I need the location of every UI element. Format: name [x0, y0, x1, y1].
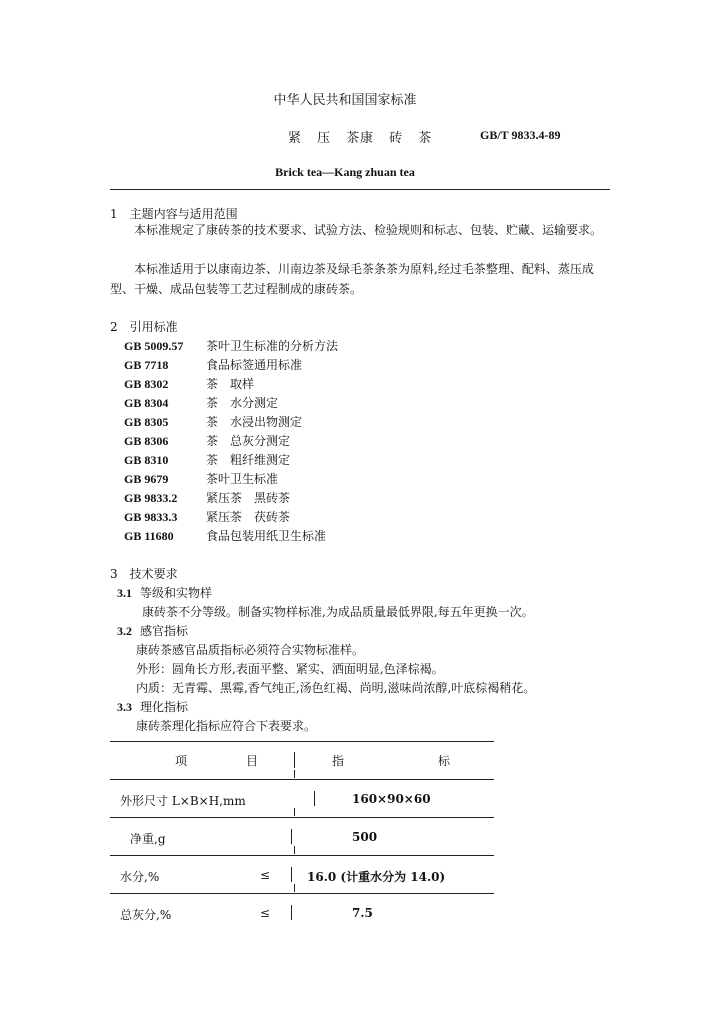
section-3-1-text: 康砖茶不分等级。制备实物样标准,为成品质量最低界限,每五年更换一次。 [142, 605, 534, 619]
reference-code: GB 9679 [124, 472, 169, 486]
table-cell-item: 净重,g [130, 832, 166, 846]
table-row-rule-tick [294, 884, 295, 892]
table-cell-divider [291, 867, 292, 882]
reference-code: GB 7718 [124, 358, 169, 372]
table-cell-value: 16.0 (计重水分为 14.0) [307, 870, 446, 884]
reference-item [124, 470, 278, 487]
table-header-divider [294, 752, 295, 768]
standard-title-category: 紧 压 茶 [288, 131, 366, 146]
section-2-heading: 2 引用标准 [110, 320, 178, 334]
table-cell-operator: ≤ [260, 906, 271, 920]
table-row-rule-tick [294, 846, 295, 854]
reference-item [124, 451, 290, 468]
section-3-1-number: 3.1 [117, 586, 132, 600]
reference-item [124, 527, 326, 544]
reference-item [124, 356, 302, 373]
table-row-rule [110, 817, 494, 818]
section-3-2-text-2: 外形：圆角长方形,表面平整、紧实、洒面明显,色泽棕褐。 [136, 662, 444, 676]
reference-code: GB 9833.2 [124, 491, 178, 505]
section-3-2-text-3: 内质：无青霉、黑霉,香气纯正,汤色红褐、尚明,滋味尚浓醇,叶底棕褐稍花。 [136, 681, 536, 695]
table-cell-divider [314, 791, 315, 806]
reference-code: GB 11680 [124, 529, 174, 543]
table-header-value-a: 指 [332, 754, 345, 768]
header-rule [110, 189, 610, 190]
table-cell-item: 外形尺寸 L×B×H,mm [120, 794, 246, 808]
reference-name: 食品标签通用标准 [206, 358, 303, 372]
section-3-2-text-1: 康砖茶感官品质指标必须符合实物标准样。 [136, 643, 365, 657]
reference-item [124, 337, 338, 354]
reference-code: GB 8306 [124, 434, 169, 448]
standard-title-product: 康 砖 茶 [360, 131, 438, 146]
reference-code: GB 8310 [124, 453, 169, 467]
reference-name: 茶 水分测定 [206, 396, 279, 410]
table-row-rule-tick [294, 770, 295, 778]
reference-item [124, 508, 290, 525]
reference-code: GB 9833.3 [124, 510, 178, 524]
table-header-value-b: 标 [438, 754, 451, 768]
reference-name: 茶叶卫生标准 [206, 472, 279, 486]
section-3-3-text: 康砖茶理化指标应符合下表要求。 [136, 719, 317, 733]
table-row-rule [110, 779, 494, 780]
section-3-2-heading [117, 622, 188, 639]
reference-name: 茶 粗纤维测定 [206, 453, 291, 467]
section-3-1-heading [117, 584, 212, 601]
reference-name: 茶叶卫生标准的分析方法 [206, 339, 339, 353]
table-cell-value: 7.5 [352, 906, 373, 920]
table-cell-value: 500 [352, 830, 378, 844]
table-top-rule [110, 741, 494, 742]
standard-org-title: 中华人民共和国国家标准 [273, 93, 417, 108]
reference-name: 食品包装用纸卫生标准 [206, 529, 327, 543]
table-cell-item: 水分,% [120, 870, 160, 884]
reference-code: GB 8304 [124, 396, 169, 410]
table-cell-divider [291, 905, 292, 920]
reference-name: 茶 总灰分测定 [206, 434, 291, 448]
english-title: Brick tea—Kang zhuan tea [275, 165, 415, 179]
table-cell-value: 160×90×60 [352, 792, 431, 806]
reference-code: GB 5009.57 [124, 339, 184, 353]
section-3-2-number: 3.2 [117, 624, 132, 638]
section-3-3-title: 理化指标 [140, 700, 189, 714]
section-3-1-title: 等级和实物样 [140, 586, 213, 600]
section-1-para-1: 本标准规定了康砖茶的技术要求、试验方法、检验规则和标志、包装、贮藏、运输要求。 [134, 223, 603, 237]
section-3-3-number: 3.3 [117, 700, 132, 714]
reference-item [124, 394, 278, 411]
section-3-heading: 3 技术要求 [110, 567, 178, 581]
section-1-heading: 1 主题内容与适用范围 [110, 207, 238, 221]
reference-item [124, 432, 290, 449]
reference-item [124, 489, 290, 506]
table-row-rule [110, 855, 494, 856]
table-cell-operator: ≤ [260, 868, 271, 882]
section-3-2-title: 感官指标 [140, 624, 189, 638]
table-row-rule-tick [294, 808, 295, 816]
table-header-item-b: 目 [246, 754, 259, 768]
table-cell-item: 总灰分,% [120, 908, 172, 922]
reference-item [124, 413, 302, 430]
reference-name: 紧压茶 黑砖茶 [206, 491, 291, 505]
reference-name: 茶 水浸出物测定 [206, 415, 303, 429]
table-cell-divider [291, 829, 292, 844]
section-1-para-2: 本标准适用于以康南边茶、川南边茶及绿毛茶条茶为原料,经过毛茶整理、配料、蒸压成型、干燥、成品包装等工艺过程制成的康砖茶。 [110, 262, 594, 296]
table-header-item-a: 项 [175, 754, 188, 768]
reference-item [124, 375, 254, 392]
reference-code: GB 8305 [124, 415, 169, 429]
reference-name: 紧压茶 茯砖茶 [206, 510, 291, 524]
table-row-rule [110, 893, 494, 894]
section-3-3-heading [117, 698, 188, 715]
standard-code: GB/T 9833.4-89 [480, 128, 561, 142]
reference-code: GB 8302 [124, 377, 169, 391]
reference-name: 茶 取样 [206, 377, 255, 391]
